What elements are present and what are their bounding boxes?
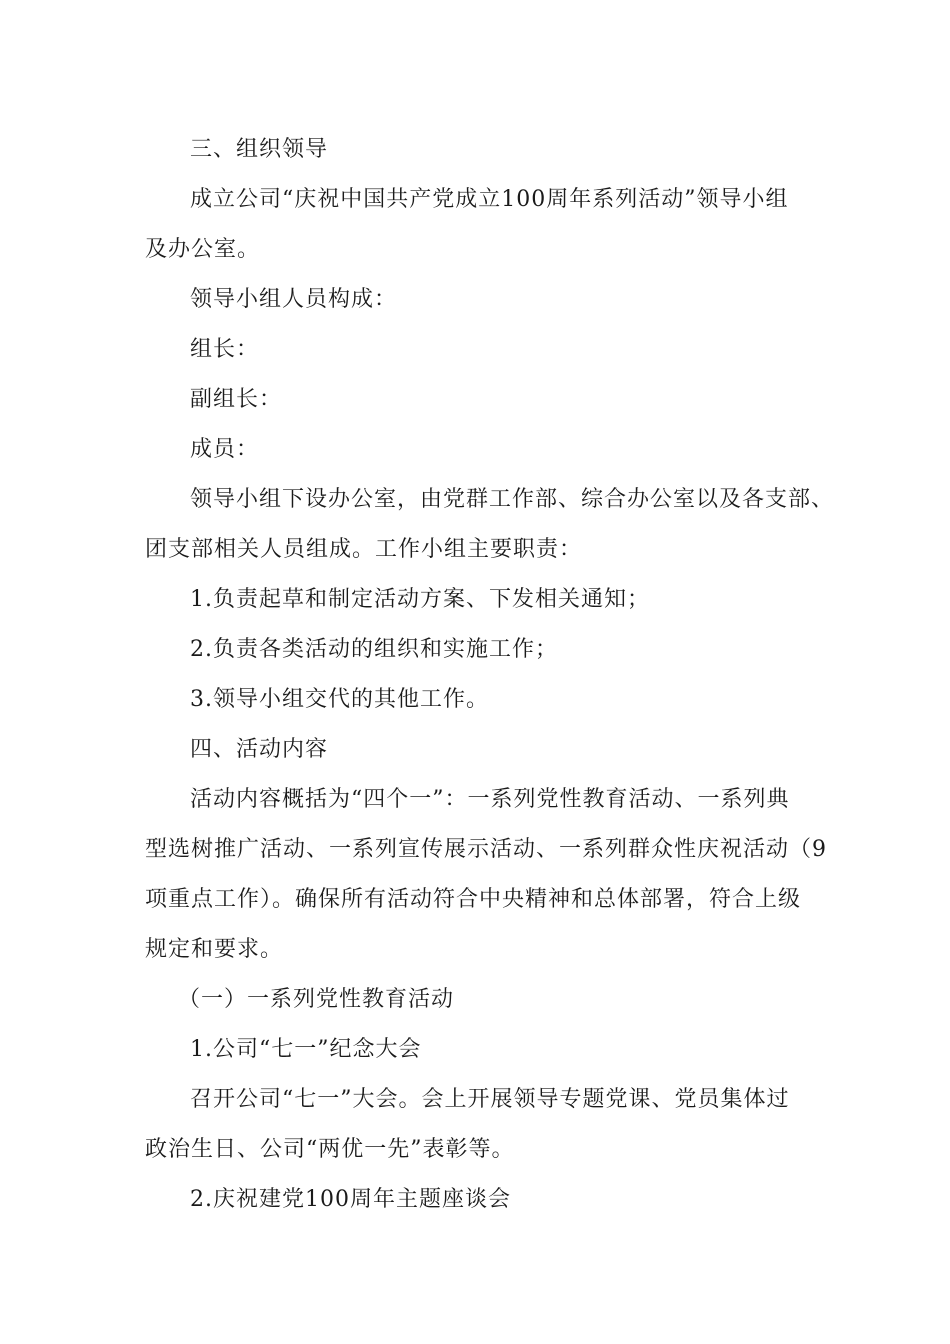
paragraph-line: 成员： — [190, 437, 260, 462]
item-heading: 1.公司“七一”纪念大会 — [190, 1037, 422, 1062]
paragraph-line: 项重点工作）。确保所有活动符合中央精神和总体部署，符合上级 — [145, 887, 802, 912]
section-heading-activities: 四、活动内容 — [190, 737, 329, 762]
list-item: 3.领导小组交代的其他工作。 — [190, 687, 489, 712]
paragraph-line: 组长： — [190, 337, 260, 362]
paragraph-line: 团支部相关人员组成。工作小组主要职责： — [145, 537, 583, 562]
paragraph-line: 政治生日、公司“两优一先”表彰等。 — [145, 1137, 515, 1162]
paragraph-line: 及办公室。 — [145, 237, 261, 262]
list-item: 1.负责起草和制定活动方案、下发相关通知； — [190, 587, 650, 612]
item-heading: 2.庆祝建党100周年主题座谈会 — [190, 1187, 511, 1212]
subsection-heading: （一）一系列党性教育活动 — [178, 987, 455, 1012]
section-heading-organization: 三、组织领导 — [190, 137, 329, 162]
paragraph-line: 活动内容概括为“四个一”：一系列党性教育活动、一系列典 — [190, 787, 790, 812]
paragraph-line: 领导小组人员构成： — [190, 287, 398, 312]
paragraph-line: 召开公司“七一”大会。会上开展领导专题党课、党员集体过 — [190, 1087, 790, 1112]
paragraph-line: 领导小组下设办公室，由党群工作部、综合办公室以及各支部、 — [190, 487, 835, 512]
paragraph-line: 规定和要求。 — [145, 937, 284, 962]
paragraph-line: 型选树推广活动、一系列宣传展示活动、一系列群众性庆祝活动（9 — [145, 837, 827, 862]
paragraph-line: 副组长： — [190, 387, 283, 412]
list-item: 2.负责各类活动的组织和实施工作； — [190, 637, 558, 662]
paragraph-line: 成立公司“庆祝中国共产党成立100周年系列活动”领导小组 — [190, 187, 789, 212]
